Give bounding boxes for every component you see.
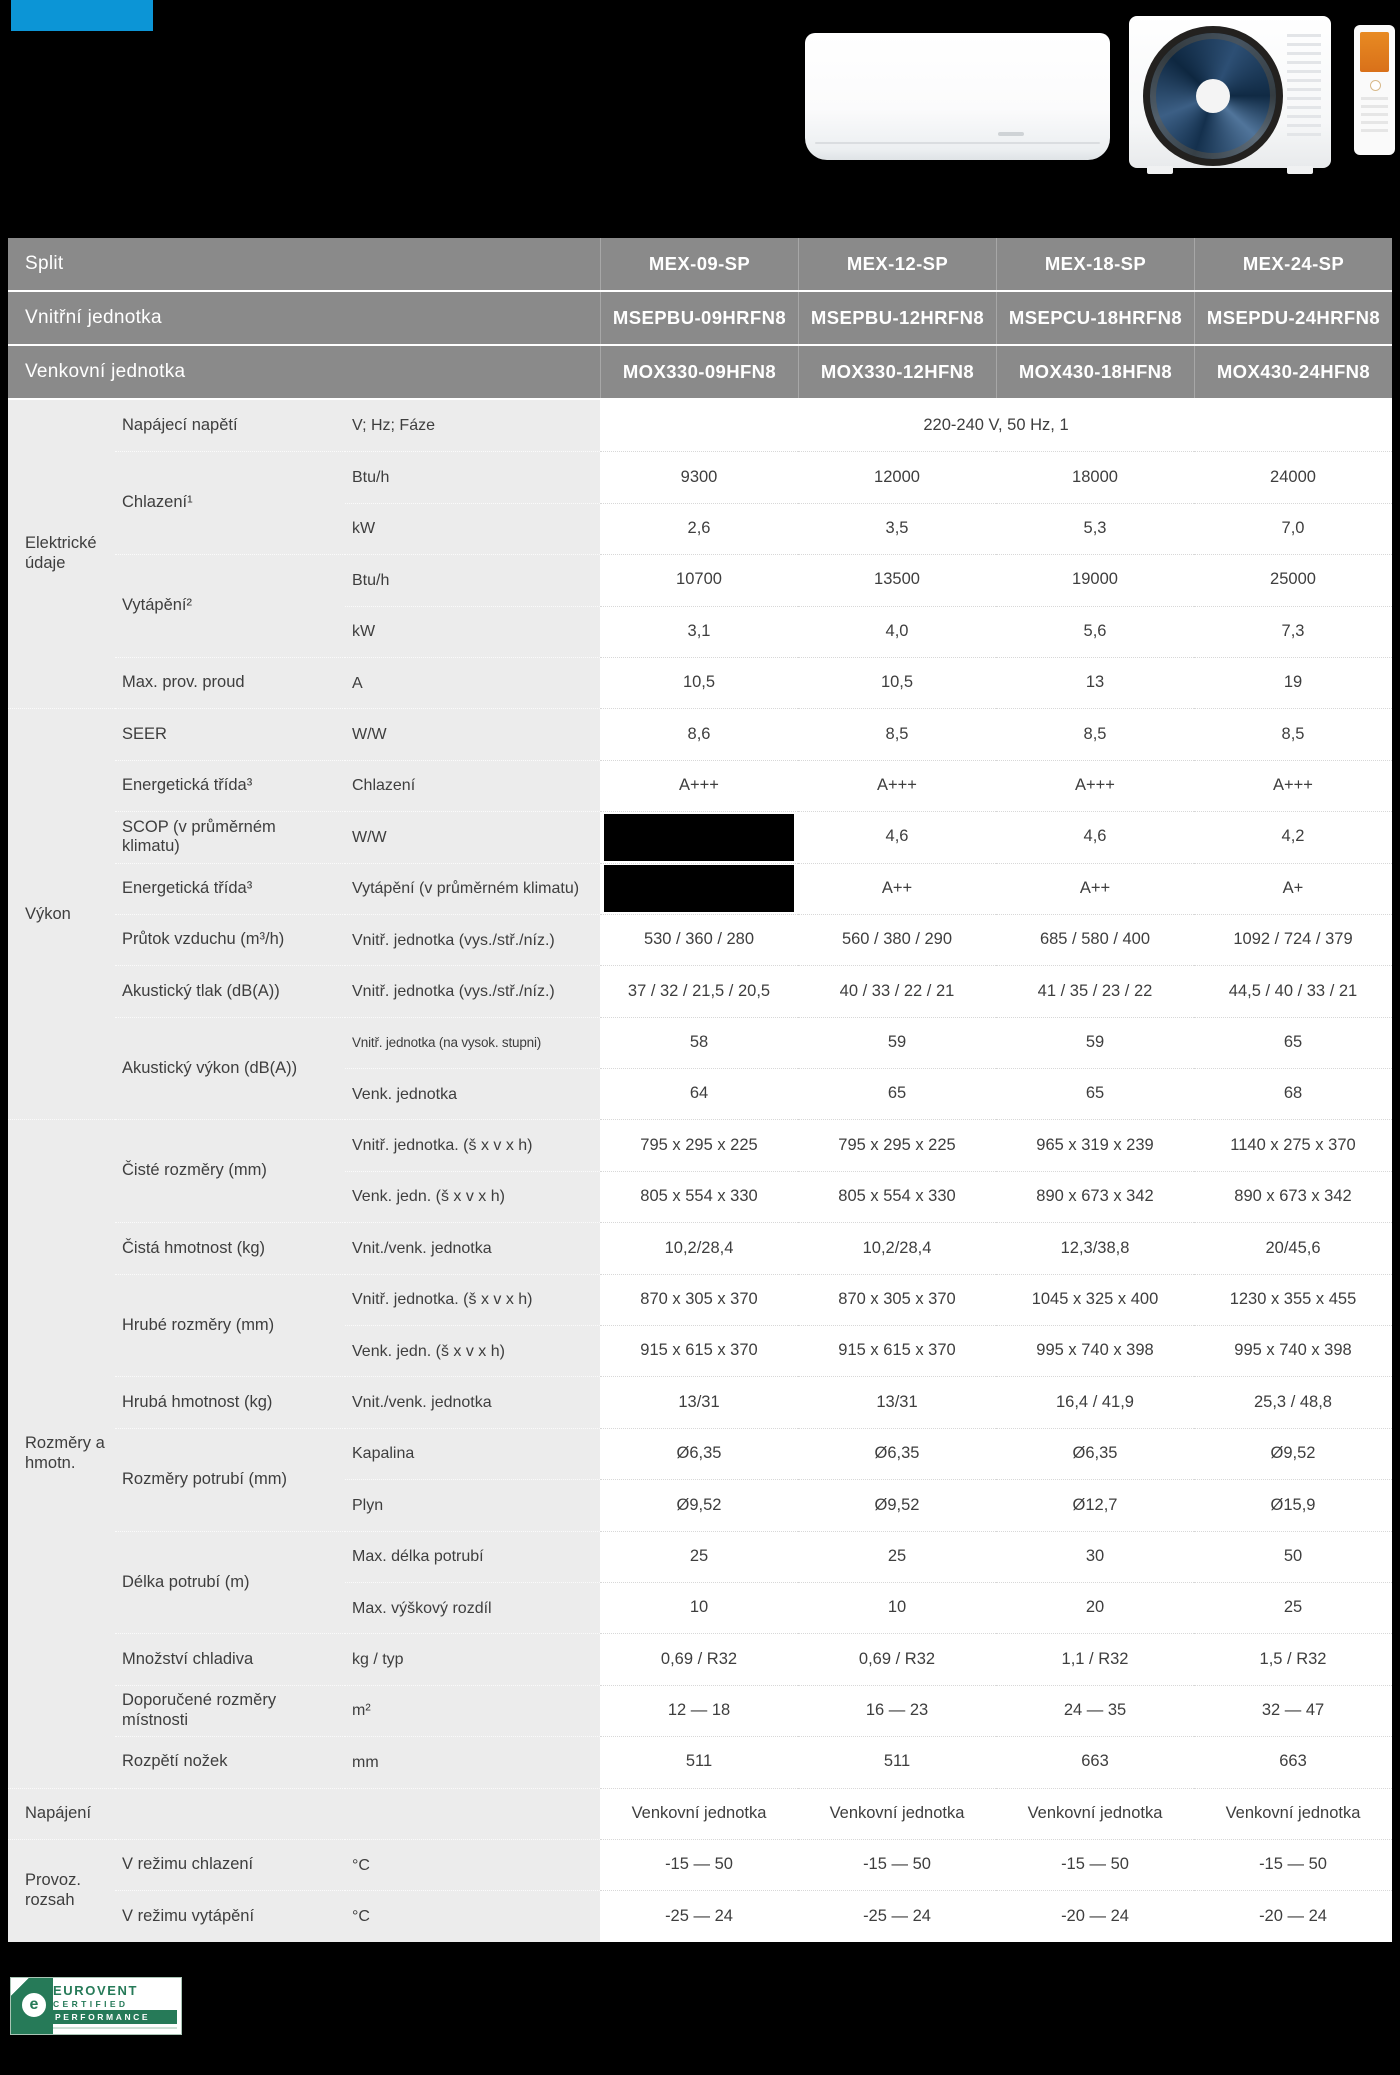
row-label-cell: SCOP (v průměrném klimatu): [115, 811, 345, 862]
unit-cell: Vnitř. jednotka (vys./stř./níz.): [345, 914, 600, 965]
unit-cell: Vytápění (v průměrném klimatu): [345, 863, 600, 914]
eurovent-certified: CERTIFIED: [53, 1999, 129, 2009]
remote-control-image: [1354, 25, 1395, 155]
indoor-unit-label: Vnitřní jednotka: [25, 307, 162, 328]
value-cell: 5,6: [996, 606, 1194, 657]
value-cell: 65: [996, 1068, 1194, 1119]
redacted-value: [600, 863, 798, 914]
value-cell: Ø6,35: [798, 1428, 996, 1479]
value-cell: 663: [1194, 1736, 1392, 1787]
value-cell: Venkovní jednotka: [996, 1788, 1194, 1839]
indoor-unit-image: [805, 33, 1110, 160]
indoor-unit-logo: [998, 132, 1024, 136]
value-cell: 20: [996, 1582, 1194, 1633]
value-cell: -15 — 50: [996, 1839, 1194, 1890]
value-cell: 4,6: [798, 811, 996, 862]
row-label-cell: Rozpětí nožek: [115, 1736, 345, 1787]
value-cell: Venkovní jednotka: [600, 1788, 798, 1839]
value-cell: 13/31: [600, 1376, 798, 1427]
value-cell: 10: [600, 1582, 798, 1633]
row-label-cell: Rozměry potrubí (mm): [115, 1428, 345, 1531]
fan-icon: [1143, 26, 1283, 166]
value-cell: 65: [798, 1068, 996, 1119]
spec-table-body: [8, 400, 1392, 1942]
value-cell: 8,5: [1194, 708, 1392, 759]
unit-cell: Vnitř. jednotka. (š x v x h): [345, 1119, 600, 1170]
row-label-cell: Čisté rozměry (mm): [115, 1119, 345, 1222]
eurovent-text: [53, 1978, 181, 2034]
value-cell: 10,5: [600, 657, 798, 708]
value-cell: 4,0: [798, 606, 996, 657]
value-cell: 870 x 305 x 370: [798, 1274, 996, 1325]
value-cell: 12,3/38,8: [996, 1222, 1194, 1273]
value-cell: 20/45,6: [1194, 1222, 1392, 1273]
model-name: MOX330-09HFN8: [600, 346, 798, 398]
value-cell: 1140 x 275 x 370: [1194, 1119, 1392, 1170]
value-cell: 0,69 / R32: [798, 1633, 996, 1684]
value-cell: 3,5: [798, 503, 996, 554]
remote-keypad: [1361, 97, 1388, 137]
value-cell: 7,0: [1194, 503, 1392, 554]
value-cell: 8,5: [798, 708, 996, 759]
row-label-cell: [115, 1788, 345, 1839]
unit-cell: Max. délka potrubí: [345, 1531, 600, 1582]
value-cell: 16 — 23: [798, 1685, 996, 1736]
unit-cell: Venk. jednotka: [345, 1068, 600, 1119]
unit-cell: Vnit./venk. jednotka: [345, 1376, 600, 1427]
value-cell: 10: [798, 1582, 996, 1633]
unit-cell: V; Hz; Fáze: [345, 400, 600, 451]
outdoor-unit-grill: [1287, 34, 1321, 138]
value-cell: 805 x 554 x 330: [798, 1171, 996, 1222]
remote-power-button: [1370, 80, 1381, 91]
row-label-cell: Chlazení¹: [115, 451, 345, 554]
value-cell: 68: [1194, 1068, 1392, 1119]
row-label-cell: V režimu chlazení: [115, 1839, 345, 1890]
row-label-cell: Čistá hmotnost (kg): [115, 1222, 345, 1273]
value-cell: 58: [600, 1017, 798, 1068]
value-cell: 25: [798, 1531, 996, 1582]
value-cell: 10700: [600, 554, 798, 605]
value-cell: 685 / 580 / 400: [996, 914, 1194, 965]
unit-cell: kW: [345, 503, 600, 554]
unit-cell: Vnitř. jednotka. (š x v x h): [345, 1274, 600, 1325]
value-cell: 10,2/28,4: [600, 1222, 798, 1273]
value-cell: 805 x 554 x 330: [600, 1171, 798, 1222]
value-cell: 4,2: [1194, 811, 1392, 862]
row-label-cell: SEER: [115, 708, 345, 759]
value-cell: -15 — 50: [600, 1839, 798, 1890]
unit-cell: kg / typ: [345, 1633, 600, 1684]
row-label-cell: Energetická třída³: [115, 863, 345, 914]
outdoor-unit-image: [1129, 16, 1331, 168]
unit-cell: A: [345, 657, 600, 708]
model-name: MOX430-18HFN8: [996, 346, 1194, 398]
group-cell: Provoz. rozsah: [8, 1839, 115, 1942]
value-cell: 8,6: [600, 708, 798, 759]
value-cell: 19000: [996, 554, 1194, 605]
unit-cell: Max. výškový rozdíl: [345, 1582, 600, 1633]
value-cell: 10,5: [798, 657, 996, 708]
row-label-cell: Délka potrubí (m): [115, 1531, 345, 1634]
value-cell: 511: [798, 1736, 996, 1787]
row-label-cell: V režimu vytápění: [115, 1890, 345, 1941]
value-cell: 0,69 / R32: [600, 1633, 798, 1684]
value-cell: A+++: [600, 760, 798, 811]
value-cell: 3,1: [600, 606, 798, 657]
row-label-cell: Doporučené rozměry místnosti: [115, 1685, 345, 1736]
value-cell: 1,1 / R32: [996, 1633, 1194, 1684]
unit-cell: Btu/h: [345, 554, 600, 605]
value-cell: -15 — 50: [798, 1839, 996, 1890]
value-cell: 560 / 380 / 290: [798, 914, 996, 965]
value-cell: Ø12,7: [996, 1479, 1194, 1530]
redacted-value: [600, 811, 798, 862]
unit-cell: Plyn: [345, 1479, 600, 1530]
value-cell: 64: [600, 1068, 798, 1119]
value-cell: 870 x 305 x 370: [600, 1274, 798, 1325]
value-cell: 32 — 47: [1194, 1685, 1392, 1736]
row-label-cell: Max. prov. proud: [115, 657, 345, 708]
unit-cell: Chlazení: [345, 760, 600, 811]
row-label-cell: Akustický tlak (dB(A)): [115, 965, 345, 1016]
value-cell: Ø9,52: [1194, 1428, 1392, 1479]
unit-cell: [345, 1788, 600, 1839]
row-label-cell: Hrubá hmotnost (kg): [115, 1376, 345, 1427]
value-cell: 25,3 / 48,8: [1194, 1376, 1392, 1427]
value-cell: 915 x 615 x 370: [600, 1325, 798, 1376]
row-label-cell: Množství chladiva: [115, 1633, 345, 1684]
outdoor-unit-header-row: [8, 346, 1392, 398]
group-cell: Napájení: [8, 1788, 115, 1839]
eurovent-e-icon: e: [19, 1990, 49, 2020]
value-cell: 1045 x 325 x 400: [996, 1274, 1194, 1325]
value-cell: 5,3: [996, 503, 1194, 554]
value-cell: 9300: [600, 451, 798, 502]
unit-cell: Vnitř. jednotka (vys./stř./níz.): [345, 965, 600, 1016]
group-cell: Rozměry a hmotn.: [8, 1119, 115, 1787]
outdoor-unit-foot: [1147, 166, 1173, 174]
value-cell: Ø6,35: [600, 1428, 798, 1479]
indoor-unit-header-row: [8, 292, 1392, 344]
outdoor-unit-foot: [1287, 166, 1313, 174]
row-label-cell: Energetická třída³: [115, 760, 345, 811]
hero-banner: [0, 0, 1400, 238]
unit-cell: Venk. jedn. (š x v x h): [345, 1325, 600, 1376]
group-cell: Elektrické údaje: [8, 400, 115, 708]
unit-cell: W/W: [345, 708, 600, 759]
outdoor-unit-label: Venkovní jednotka: [25, 361, 186, 382]
value-cell: 4,6: [996, 811, 1194, 862]
eurovent-title: EUROVENT: [53, 1983, 139, 1998]
value-cell: 25: [600, 1531, 798, 1582]
value-cell: Ø9,52: [600, 1479, 798, 1530]
value-cell: 59: [996, 1017, 1194, 1068]
unit-cell: kW: [345, 606, 600, 657]
value-cell: 995 x 740 x 398: [996, 1325, 1194, 1376]
value-cell: 40 / 33 / 22 / 21: [798, 965, 996, 1016]
model-name: MOX330-12HFN8: [798, 346, 996, 398]
value-cell: 8,5: [996, 708, 1194, 759]
row-label-cell: Hrubé rozměry (mm): [115, 1274, 345, 1377]
value-cell: A++: [798, 863, 996, 914]
eurovent-emblem: [11, 1978, 53, 2034]
value-cell: 24000: [1194, 451, 1392, 502]
value-cell: 7,3: [1194, 606, 1392, 657]
unit-cell: Venk. jedn. (š x v x h): [345, 1171, 600, 1222]
value-cell: -15 — 50: [1194, 1839, 1392, 1890]
unit-cell: Vnitř. jednotka (na vysok. stupni): [345, 1017, 600, 1068]
model-name: MSEPBU-12HRFN8: [798, 292, 996, 344]
value-cell: 37 / 32 / 21,5 / 20,5: [600, 965, 798, 1016]
value-cell: 10,2/28,4: [798, 1222, 996, 1273]
value-cell: 2,6: [600, 503, 798, 554]
unit-cell: °C: [345, 1890, 600, 1941]
value-cell: 795 x 295 x 225: [600, 1119, 798, 1170]
model-name: MSEPBU-09HRFN8: [600, 292, 798, 344]
value-cell: 1092 / 724 / 379: [1194, 914, 1392, 965]
row-label-cell: Akustický výkon (dB(A)): [115, 1017, 345, 1120]
model-name: MEX-24-SP: [1194, 238, 1392, 290]
value-cell: -20 — 24: [996, 1890, 1194, 1941]
value-cell: 13/31: [798, 1376, 996, 1427]
split-label: Split: [25, 253, 64, 274]
value-cell: 511: [600, 1736, 798, 1787]
value-cell: 25: [1194, 1582, 1392, 1633]
value-cell: Venkovní jednotka: [1194, 1788, 1392, 1839]
value-cell: -20 — 24: [1194, 1890, 1392, 1941]
split-header-row: [8, 238, 1392, 290]
value-cell: 19: [1194, 657, 1392, 708]
eurovent-certified-badge: [10, 1977, 182, 2035]
value-cell: 890 x 673 x 342: [996, 1171, 1194, 1222]
indoor-unit-vent: [815, 142, 1100, 144]
fan-hub: [1196, 79, 1230, 113]
unit-cell: Btu/h: [345, 451, 600, 502]
value-cell: 50: [1194, 1531, 1392, 1582]
midea-blue-accent: [11, 0, 153, 31]
unit-cell: Vnit./venk. jednotka: [345, 1222, 600, 1273]
value-cell: 890 x 673 x 342: [1194, 1171, 1392, 1222]
value-cell: 795 x 295 x 225: [798, 1119, 996, 1170]
value-cell: 44,5 / 40 / 33 / 21: [1194, 965, 1392, 1016]
value-cell: 965 x 319 x 239: [996, 1119, 1194, 1170]
unit-cell: W/W: [345, 811, 600, 862]
unit-cell: mm: [345, 1736, 600, 1787]
value-cell: 41 / 35 / 23 / 22: [996, 965, 1194, 1016]
value-cell: 13500: [798, 554, 996, 605]
model-name: MEX-12-SP: [798, 238, 996, 290]
eurovent-rule: [53, 2027, 177, 2029]
value-cell: A+++: [798, 760, 996, 811]
value-cell: A+++: [1194, 760, 1392, 811]
value-cell: Ø15,9: [1194, 1479, 1392, 1530]
unit-cell: m²: [345, 1685, 600, 1736]
value-cell: 18000: [996, 451, 1194, 502]
value-cell: Venkovní jednotka: [798, 1788, 996, 1839]
value-cell: 65: [1194, 1017, 1392, 1068]
value-cell: -25 — 24: [600, 1890, 798, 1941]
row-label-cell: Vytápění²: [115, 554, 345, 657]
model-name: MEX-09-SP: [600, 238, 798, 290]
value-cell: 16,4 / 41,9: [996, 1376, 1194, 1427]
value-cell: A+: [1194, 863, 1392, 914]
value-cell: 1,5 / R32: [1194, 1633, 1392, 1684]
value-cell: 30: [996, 1531, 1194, 1582]
value-cell: 915 x 615 x 370: [798, 1325, 996, 1376]
value-cell: -25 — 24: [798, 1890, 996, 1941]
value-cell: Ø9,52: [798, 1479, 996, 1530]
value-cell: A++: [996, 863, 1194, 914]
spec-table: [8, 238, 1392, 1942]
value-cell: Ø6,35: [996, 1428, 1194, 1479]
value-cell: 13: [996, 657, 1194, 708]
value-cell: 995 x 740 x 398: [1194, 1325, 1392, 1376]
model-name: MEX-18-SP: [996, 238, 1194, 290]
row-label-cell: Napájecí napětí: [115, 400, 345, 451]
group-cell: Výkon: [8, 708, 115, 1119]
eurovent-performance: PERFORMANCE: [53, 2010, 177, 2024]
value-cell-span: 220-240 V, 50 Hz, 1: [600, 400, 1392, 451]
value-cell: 24 — 35: [996, 1685, 1194, 1736]
value-cell: 1230 x 355 x 455: [1194, 1274, 1392, 1325]
value-cell: A+++: [996, 760, 1194, 811]
value-cell: 25000: [1194, 554, 1392, 605]
value-cell: 59: [798, 1017, 996, 1068]
unit-cell: °C: [345, 1839, 600, 1890]
model-name: MSEPCU-18HRFN8: [996, 292, 1194, 344]
unit-cell: Kapalina: [345, 1428, 600, 1479]
model-name: MSEPDU-24HRFN8: [1194, 292, 1392, 344]
row-label-cell: Průtok vzduchu (m³/h): [115, 914, 345, 965]
value-cell: 12 — 18: [600, 1685, 798, 1736]
remote-screen: [1360, 32, 1389, 72]
value-cell: 12000: [798, 451, 996, 502]
model-name: MOX430-24HFN8: [1194, 346, 1392, 398]
value-cell: 530 / 360 / 280: [600, 914, 798, 965]
value-cell: 663: [996, 1736, 1194, 1787]
